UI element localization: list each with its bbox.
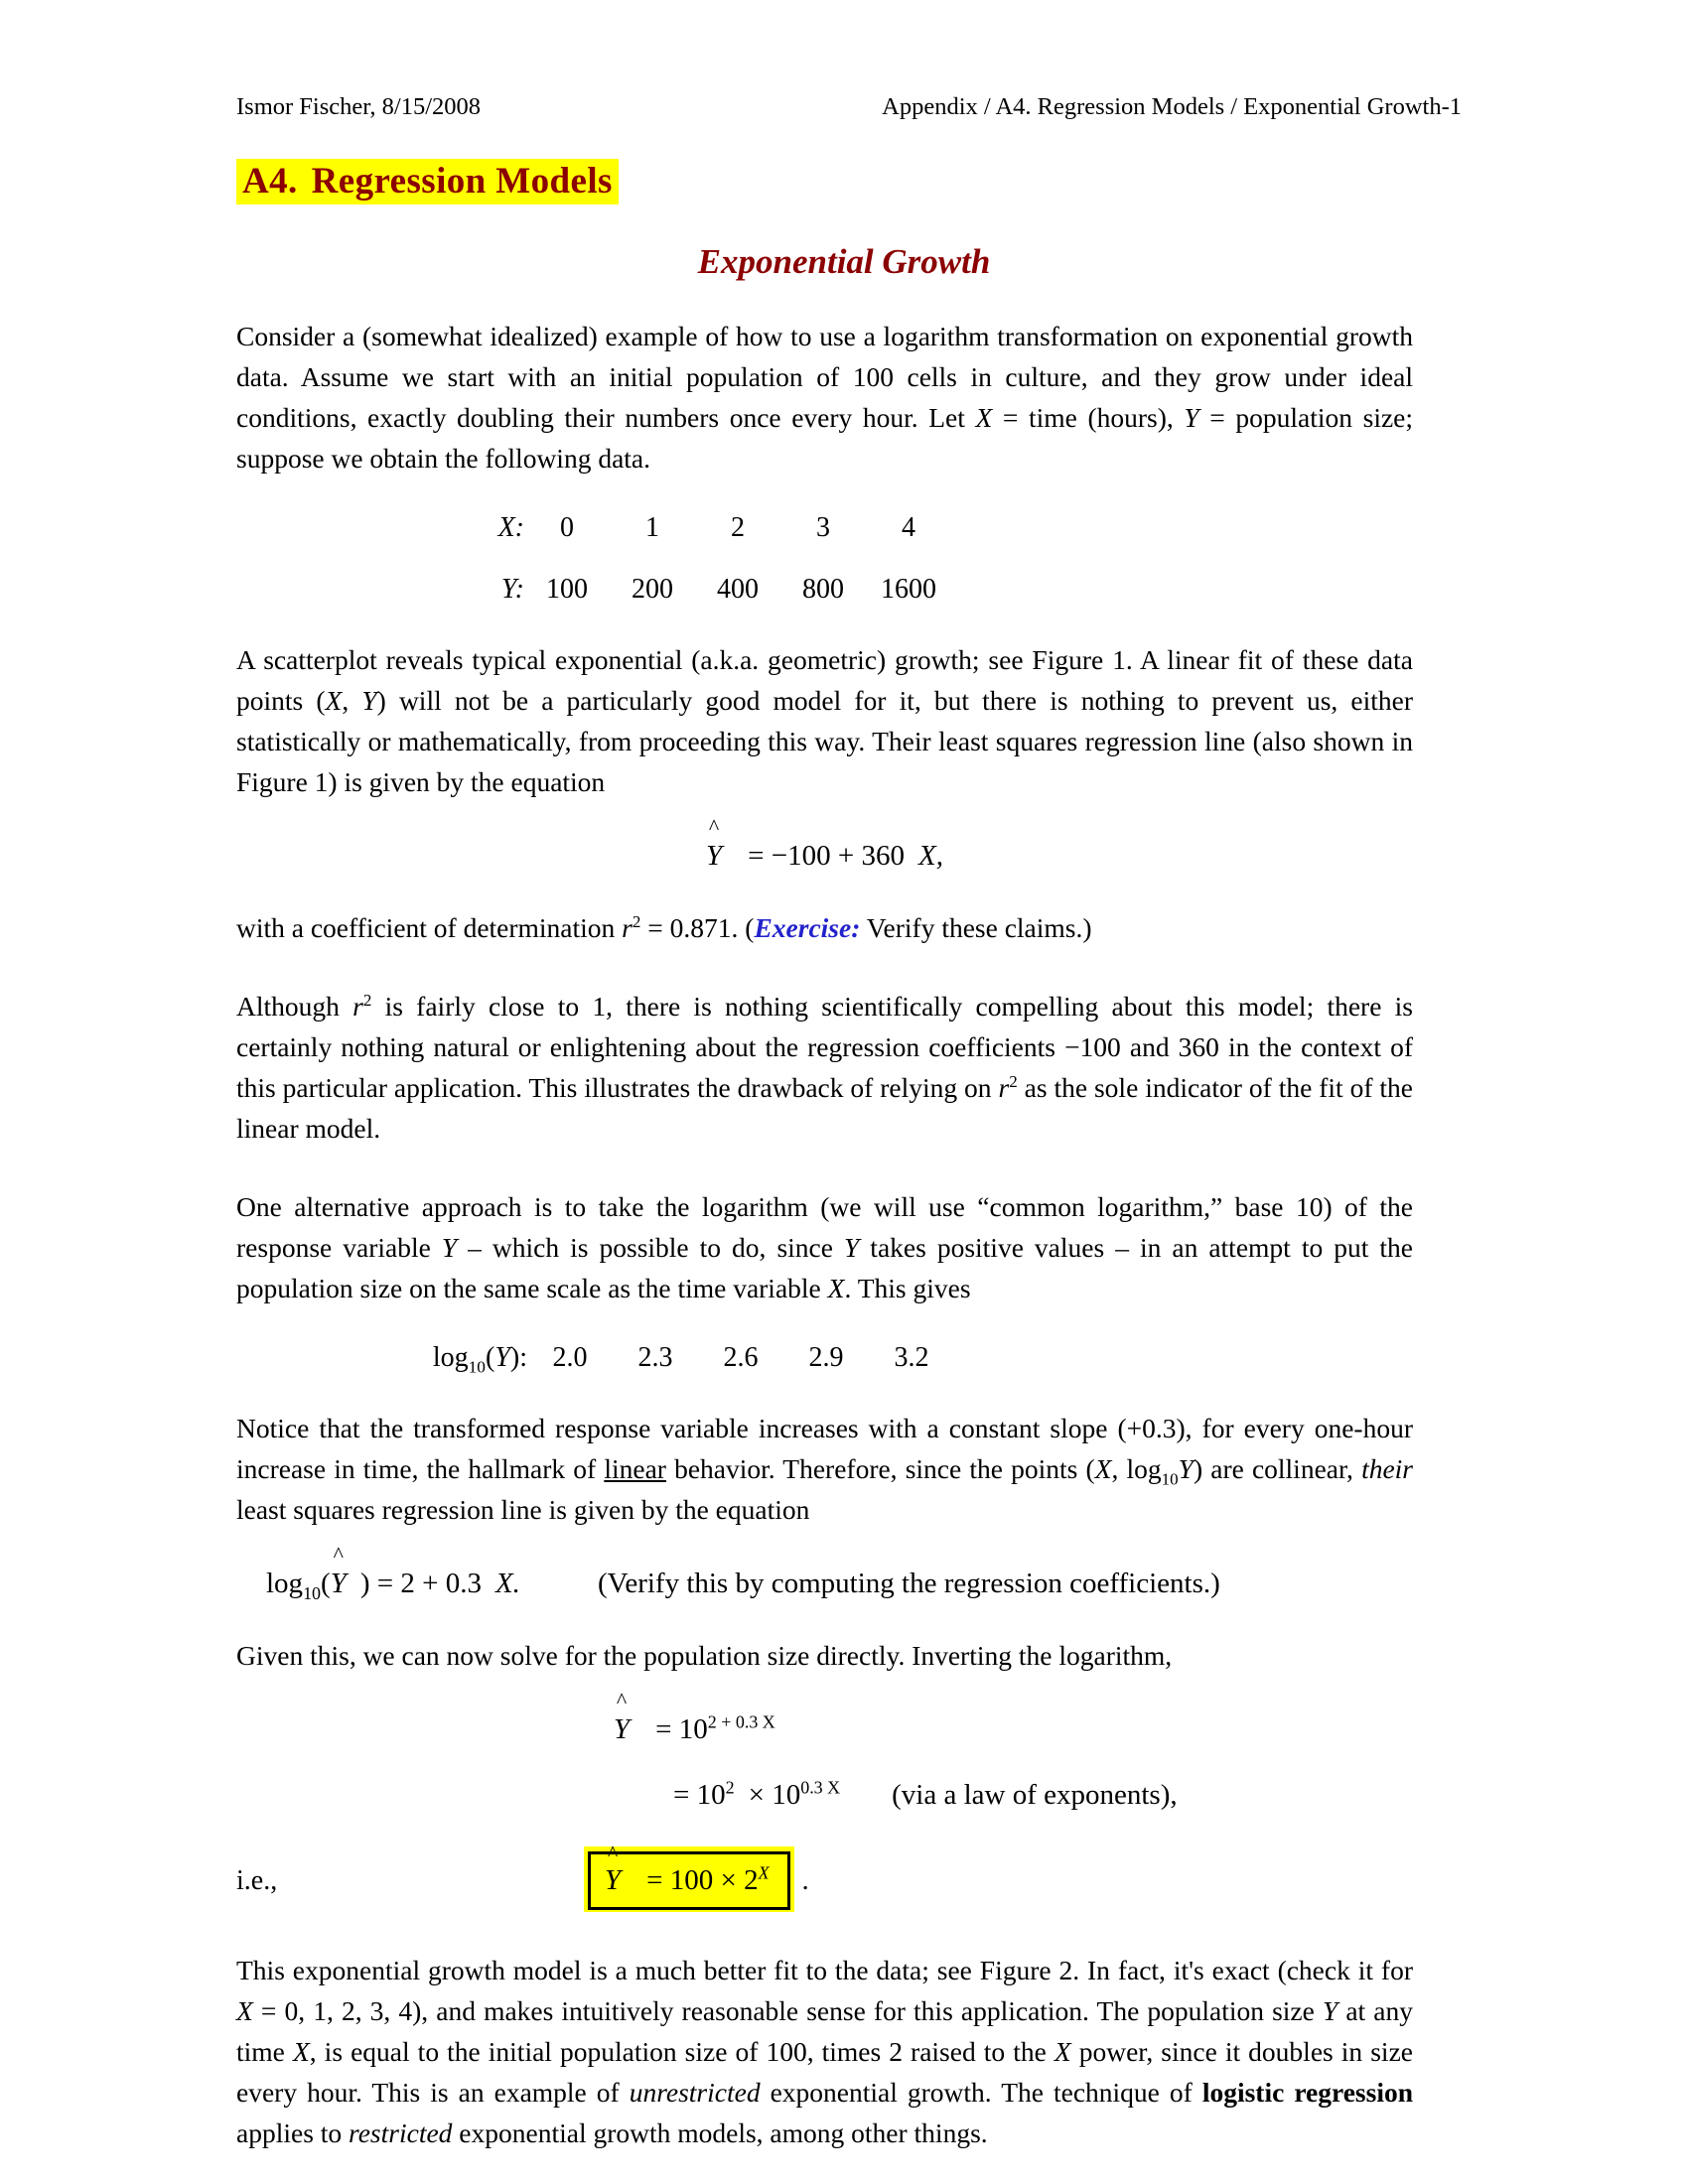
equation-log-regression-note: (Verify this by computing the regression coefficients.) xyxy=(597,1568,1220,1599)
data-row-x-label: X: xyxy=(497,512,524,543)
data-cell: 200 xyxy=(632,574,673,605)
paragraph-logarithm-text-a: One alternative approach is to take the logarithm (we will use “common logarithm,” base 10) of the response variable xyxy=(236,1191,1413,1263)
equation-invert-step1 xyxy=(236,1688,1413,1751)
var-y-inline: Y xyxy=(1184,402,1199,433)
running-head xyxy=(236,92,1462,122)
paragraph-intro-text-c: = population size; suppose we obtain the following data. xyxy=(236,402,1414,474)
paragraph-r-squared-text-b: Verify these claims.) xyxy=(860,912,1092,943)
final-equation-box xyxy=(588,1841,790,1910)
paragraph-r-squared-text-a: with a coefficient of determination xyxy=(236,912,623,943)
equation-invert-step2-eq: = 10 xyxy=(673,1779,726,1811)
underlined-linear: linear xyxy=(604,1453,666,1484)
equation-invert-step2 xyxy=(236,1773,1413,1817)
paragraph-logarithm-text-c: takes positive values – in an attempt to put the population size on the same scale as the time variable xyxy=(236,1232,1413,1303)
paragraph-conclusion-text-d: , is equal to the initial population size of 100, times 2 raised to the xyxy=(309,2036,1055,2067)
paragraph-scatterplot-text-a: A scatterplot reveals typical exponential (a.k.a. geometric) growth; see Figure 1. A linear fit of these data points ( xyxy=(236,644,1413,716)
equation-log-regression-x: X. xyxy=(494,1568,520,1599)
paragraph-scatterplot-text-b: ) will not be a particularly good model for it, but there is nothing to prevent us, either statistically or mathematically, from proceeding this way. Their least squares regression line (also shown in Figure 1) is given by the equation xyxy=(236,685,1414,797)
paragraph-r-squared xyxy=(236,907,1413,948)
exercise-label: Exercise: xyxy=(754,912,861,943)
paragraph-drawback-text-a: Although xyxy=(236,991,353,1022)
equation-invert-step1-eq: = 10 xyxy=(655,1713,708,1745)
paragraph-conclusion xyxy=(236,1950,1413,2153)
data-row-log10y xyxy=(236,1338,1413,1378)
paragraph-logarithm-text-b: – which is possible to do, since xyxy=(457,1232,844,1263)
paragraph-intro-text-b: = time (hours), xyxy=(992,402,1185,433)
var-y-inline: Y xyxy=(843,1232,860,1263)
emphasis-their: their xyxy=(1361,1453,1414,1484)
paragraph-conclusion-text-h: exponential growth models, among other things. xyxy=(452,2117,988,2148)
var-y-inline: Y xyxy=(494,1342,510,1373)
emphasis-restricted: restricted xyxy=(349,2117,453,2148)
data-row-y xyxy=(236,570,1413,610)
author-date: Ismor Fischer, 8/15/2008 xyxy=(236,93,482,120)
equation-final-row xyxy=(236,1841,1413,1912)
breadcrumb: Appendix / A4. Regression Models / Exponential Growth-1 xyxy=(882,93,1462,120)
log-base-subscript: 10 xyxy=(468,1357,486,1377)
paragraph-conclusion-text-g: applies to xyxy=(236,2117,350,2148)
data-cell: 2.3 xyxy=(637,1342,673,1373)
var-r: r xyxy=(352,991,363,1022)
paragraph-conclusion-text-b: = 0, 1, 2, 3, 4), and makes intuitively reasonable sense for this application. The population size xyxy=(252,1995,1323,2026)
y-hat-symbol: ^ Y xyxy=(706,814,723,872)
section-title-highlight xyxy=(236,159,619,205)
equation-invert-step2-exponent-1: 2 xyxy=(725,1777,735,1798)
log-base-subscript: 10 xyxy=(1161,1469,1179,1489)
paragraph-invert: Given this, we can now solve for the population size directly. Inverting the logarithm, xyxy=(236,1640,1173,1671)
equation-invert-step2-times: × 10 xyxy=(748,1779,801,1811)
page-title xyxy=(236,159,619,205)
paragraph-scatterplot: A scatterplot reveals typical exponential (a.k.a. geometric) growth; see Figure 1. A linear fit of these data points (X, Y) will not be a particularly good model for it, but there is nothing to prevent us, either statistically or mathematically, from proceeding this way. Their least squares regression line (also shown in Figure 1) is given by the equation xyxy=(236,644,1414,797)
equation-invert-step1-exponent: 2 + 0.3 X xyxy=(707,1711,775,1732)
ie-label: i.e., xyxy=(236,1865,278,1896)
section-number: A4. xyxy=(242,161,298,202)
data-cell: 2.6 xyxy=(723,1342,759,1373)
var-x-inline: X xyxy=(1094,1453,1112,1484)
paragraph-logarithm xyxy=(236,1186,1413,1308)
y-hat-symbol: ^ Y xyxy=(605,1841,622,1896)
data-cell: 2.0 xyxy=(552,1342,588,1373)
paragraph-drawback-text-b: is fairly close to 1, there is nothing scientifically compelling about this model; there is certainly nothing natural or enlightening about the regression coefficients −100 and 360 in the context of this particular application. This illustrates the drawback of relying on xyxy=(236,991,1413,1103)
exponent-2: 2 xyxy=(1009,1071,1018,1091)
document-content xyxy=(236,316,1413,2153)
data-cell: 1600 xyxy=(881,574,936,605)
var-x-inline: X xyxy=(1054,2036,1071,2067)
data-row-log10y-label: $\log_{10}(Y)$: xyxy=(432,1342,527,1377)
data-cell: 2.9 xyxy=(808,1342,844,1373)
y-hat-symbol: ^ Y xyxy=(330,1542,347,1599)
var-x-inline: X xyxy=(827,1273,845,1303)
data-cell: 400 xyxy=(717,574,759,605)
data-cell: 1 xyxy=(645,512,659,543)
paragraph-drawback xyxy=(236,986,1413,1149)
equation-log-regression: $\log_{10}$( ^ Y ) = 2 + 0.3 X. (Verify this by computing the regression coefficients.) xyxy=(236,1560,1413,1605)
exponent-2: 2 xyxy=(362,990,372,1010)
paragraph-intro-text-a: Consider a (somewhat idealized) example of how to use a logarithm transformation on exponential growth data. Assume we start with an initial population of 100 cells in culture, and they grow under ideal conditions, exactly doubling their numbers once every hour. Let xyxy=(236,321,1413,433)
paragraph-collinear-text-c: ) are collinear, xyxy=(1193,1453,1362,1484)
final-equation-exponent: X xyxy=(758,1862,770,1883)
paragraph-collinear-text-a: Notice that the transformed response variable increases with a constant slope (+0.3), for every one-hour increase in time, the hallmark of xyxy=(236,1413,1413,1484)
final-equation-highlight xyxy=(584,1841,794,1912)
r-squared-value: = 0.871. ( xyxy=(640,912,755,943)
var-y-inline: Y xyxy=(441,1232,458,1263)
data-cell: 2 xyxy=(731,512,745,543)
data-row-x xyxy=(236,508,1413,548)
data-cell: 100 xyxy=(546,574,588,605)
data-row-y-label: Y: xyxy=(500,574,524,605)
var-y-inline: Y xyxy=(1178,1453,1194,1484)
paragraph-collinear: Notice that the transformed response variable increases with a constant slope (+0.3), for every one-hour increase in time, the hallmark of linear behavior. Therefore, since the points (X, $\log_{10}Y$) are collinear, their least squares regression line is given by the equation xyxy=(236,1413,1414,1525)
equation-log-regression-rhs: ) = 2 + 0.3 xyxy=(359,1568,482,1599)
paragraph-collinear-text-b: behavior. Therefore, since the points ( xyxy=(665,1453,1095,1484)
final-equation-period: . xyxy=(801,1865,809,1896)
equation-linear-fit-rhs: = −100 + 360 xyxy=(748,840,905,872)
var-r: r xyxy=(622,912,633,943)
paragraph-drawback-text-c: as the sole indicator of the fit of the linear model. xyxy=(236,1072,1413,1144)
data-cell: 800 xyxy=(802,574,844,605)
equation-linear-fit-x: X, xyxy=(918,840,943,872)
var-r: r xyxy=(998,1072,1010,1103)
var-y-inline: Y xyxy=(1322,1995,1338,2026)
var-x-inline: X xyxy=(236,1995,253,2026)
var-x-inline: X xyxy=(975,402,993,433)
paragraph-logarithm-text-d: . This gives xyxy=(844,1273,971,1303)
y-hat-symbol: ^ Y xyxy=(614,1688,631,1745)
exponent-2: 2 xyxy=(632,911,641,931)
var-x-inline: X xyxy=(292,2036,310,2067)
subtitle: Exponential Growth xyxy=(697,242,991,281)
equation-linear-fit xyxy=(236,814,1413,878)
paragraph-collinear-text-d: least squares regression line is given by the equation xyxy=(236,1494,810,1525)
data-cell: 0 xyxy=(560,512,574,543)
var-x-inline: X xyxy=(325,685,343,716)
equation-invert-step2-note: (via a law of exponents), xyxy=(892,1779,1178,1811)
log-base-subscript: 10 xyxy=(303,1582,322,1603)
paragraph-intro xyxy=(236,316,1413,478)
data-cell: 3.2 xyxy=(894,1342,929,1373)
paragraph-conclusion-text-c: at any time xyxy=(236,1995,1413,2067)
var-y-inline: Y xyxy=(361,685,377,716)
paragraph-conclusion-text-a: This exponential growth model is a much better fit to the data; see Figure 2. In fact, it's exact (check it for xyxy=(236,1955,1413,1985)
data-cell: 4 xyxy=(902,512,915,543)
emphasis-logistic-regression: logistic regression xyxy=(1201,2077,1413,2108)
paragraph-conclusion-text-f: exponential growth. The technique of xyxy=(760,2077,1202,2108)
final-equation-rhs: = 100 × 2 xyxy=(646,1864,759,1896)
paragraph-conclusion-text-e: power, since it doubles in size every hour. This is an example of xyxy=(236,2036,1413,2108)
equation-invert-step2-exponent-2: 0.3 X xyxy=(800,1777,841,1798)
emphasis-unrestricted: unrestricted xyxy=(629,2077,761,2108)
data-cell: 3 xyxy=(816,512,830,543)
section-title-text: Regression Models xyxy=(311,161,613,202)
